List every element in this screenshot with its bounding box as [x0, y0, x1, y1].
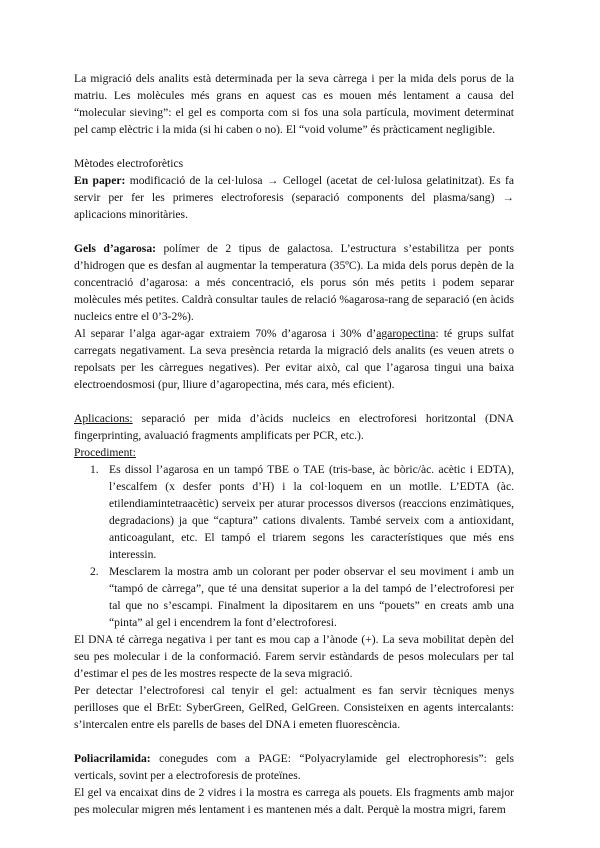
- applications-label: Aplicacions:: [74, 412, 133, 425]
- agaropectin-before: Al separar l’alga agar-agar extraiem 70% d’agarosa i 30% d’: [74, 327, 377, 340]
- agarose-term: Gels d’agarosa:: [74, 242, 156, 255]
- paper-paragraph: [74, 172, 514, 223]
- document-page: [74, 70, 514, 818]
- agaropectin-paragraph: [74, 325, 514, 393]
- polyacrylamide-paragraph: [74, 750, 514, 784]
- polyacrylamide-term: Poliacrilamida:: [74, 752, 151, 765]
- applications-text: separació per mida d’àcids nucleics en electroforesi horitzontal (DNA fingerprinting, avaluació fragments amplificats per PCR, etc.).: [74, 412, 514, 442]
- step-number: 2.: [90, 565, 99, 578]
- step-text: Mesclarem la mostra amb un colorant per poder observar el seu moviment i amb un “tampó de càrrega”, que té una densitat superior a la del tampó de l’electroforesi per tal que no s’escampi. Finalment la dipositarem en uns “pouets” en creats amb una “pinta” al gel i encendrem la font d’electroforesi.: [109, 565, 514, 629]
- intro-paragraph: La migració dels analits està determinada per la seva càrrega i per la mida dels porus de la matriu. Les molècules més grans en aquest cas es mouen més lentament a causa del “molecular sieving”: el gel es comporta com si fos una sola partícula, moviment determinat pel camp elèctric i la mida (si hi caben o no). El “void volume” és pràcticament negligible.: [74, 72, 514, 136]
- procedure-heading: [74, 444, 514, 461]
- dna-paragraph: El DNA té càrrega negativa i per tant es mou cap a l’ànode (+). La seva mobilitat depèn del seu pes molecular i de la conformació. Farem servir estàndards de pesos moleculars per tal d’estimar el pes de les mostres respecte de la seva migració.: [74, 633, 514, 680]
- paper-term: En paper:: [74, 174, 126, 187]
- section-title: Mètodes electroforètics: [74, 157, 184, 170]
- staining-paragraph: Per detectar l’electroforesi cal tenyir el gel: actualment es fan servir tècniques menys perilloses que el BrEt: SyberGreen, GelRed, GelGreen. Consisteixen en agents intercalants: s’intercalen entre els parells de bases del DNA i emeten fluorescència.: [74, 684, 514, 731]
- polyacrylamide-text: conegudes com a PAGE: “Polyacrylamide gel electrophoresis”: gels verticals, sovint per a electroforesis de proteïnes.: [74, 752, 514, 782]
- polyacrylamide-paragraph-2: El gel va encaixat dins de 2 vidres i la mostra es carrega als pouets. Els fragments amb major pes molecular migren més lentament i es mantenen més a dalt. Perquè la mostra migri, farem: [74, 786, 514, 816]
- step-text: Es dissol l’agarosa en un tampó TBE o TAE (tris-base, àc bòric/àc. acètic i EDTA), l’escalfem (x desfer ponts d’H) i la col·loquem en un motlle. L’EDTA (àc. etilendiamintetraacètic) serveix per aturar processos diversos (reaccions enzimàtiques, degradacions) ja que “captura” cations divalents. També serveix com a antioxidant, anticoagulant, etc. El tampó el triarem segons les característiques que més ens interessin.: [109, 463, 514, 561]
- applications-paragraph: [74, 410, 514, 444]
- list-item: [74, 461, 514, 563]
- procedure-list: [74, 461, 514, 631]
- agaropectin-after: : té grups sulfat carregats negativament. La seva presència retarda la migració dels analits (es veuen atrets o repolsats per les càrregues negatives). Per evitar això, cal que l’agarosa tingui una baixa electroendosmosi (pur, lliure d’agaropectina, més cara, més eficient).: [74, 327, 514, 391]
- list-item: [74, 563, 514, 631]
- paper-text: modificació de la cel·lulosa → Cellogel (acetat de cel·lulosa gelatinitzat). Es fa servir per fer les primeres electroforesis (separació components del plasma/sang) → aplicacions minoritàries.: [74, 174, 514, 221]
- agaropectin-term: agaropectina: [376, 327, 436, 340]
- agarose-text: polímer de 2 tipus de galactosa. L’estructura s’estabilitza per ponts d’hidrogen que es desfan al augmentar la temperatura (35ºC). La mida dels porus depèn de la concentració d’agarosa: a més concentració, els porus són més petits i podem separar molècules més petites. Caldrà consultar taules de relació %agarosa-rang de separació (en àcids nucleics entre el 0’3-2%).: [74, 242, 514, 323]
- agarose-paragraph: [74, 240, 514, 325]
- step-number: 1.: [90, 463, 99, 476]
- procedure-label: Procediment:: [74, 446, 136, 459]
